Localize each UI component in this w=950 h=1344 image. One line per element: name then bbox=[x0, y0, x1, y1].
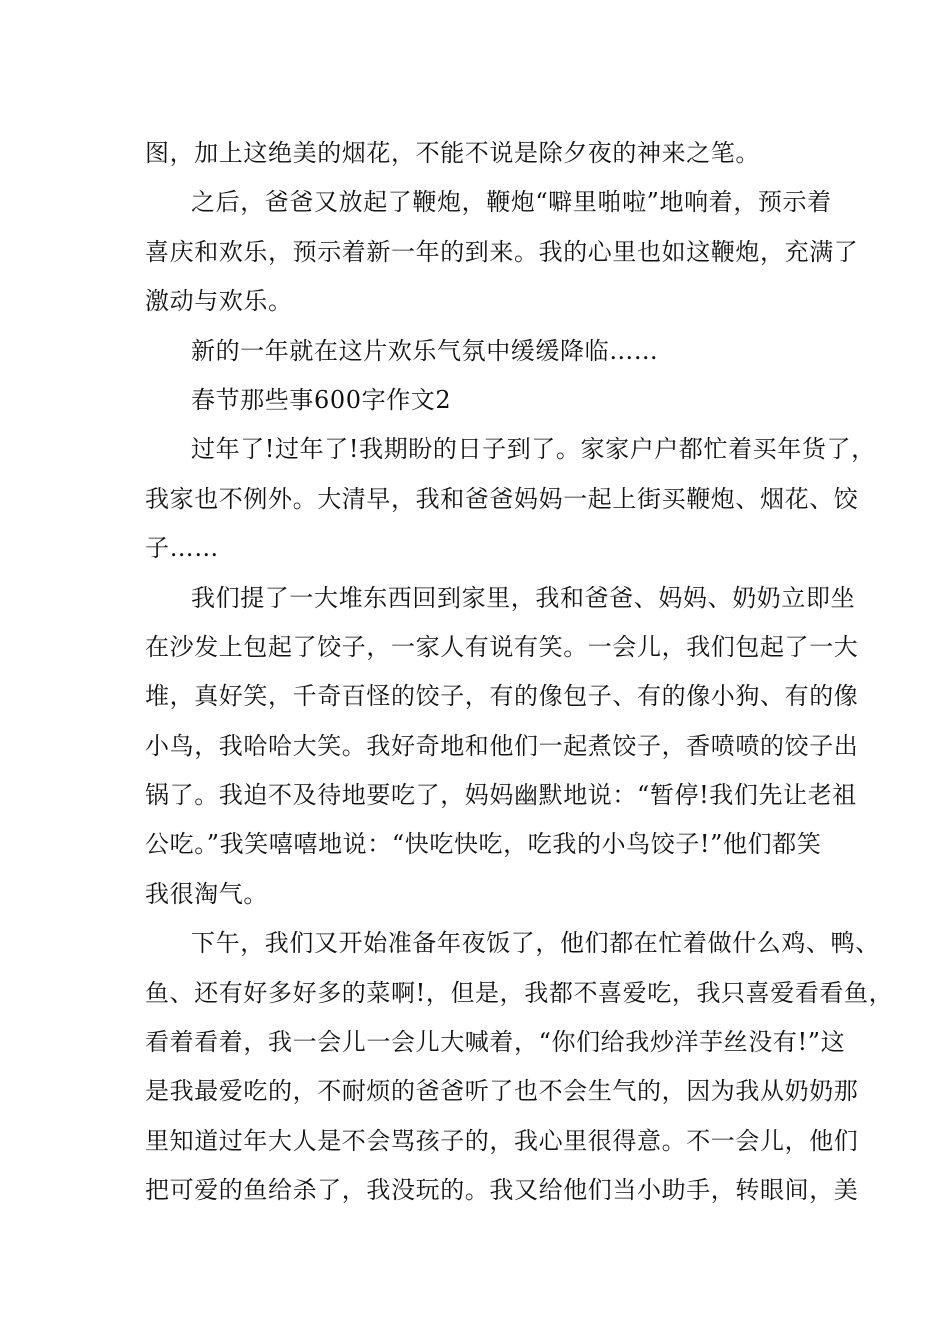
document-body bbox=[145, 129, 894, 1216]
text-line: 我们提了一大堆东西回到家里，我和爸爸、妈妈、奶奶立即坐 bbox=[191, 583, 856, 612]
text-line: 鱼、还有好多好多的菜啊!，但是，我都不喜爱吃，我只喜爱看看鱼， bbox=[145, 978, 894, 1007]
text-line: 小鸟，我哈哈大笑。我好奇地和他们一起煮饺子，香喷喷的饺子出 bbox=[145, 731, 859, 760]
text-line: 是我最爱吃的，不耐烦的爸爸听了也不会生气的，因为我从奶奶那 bbox=[145, 1077, 859, 1106]
text-line: 之后，爸爸又放起了鞭炮，鞭炮“噼里啪啦”地响着，预示着 bbox=[191, 188, 832, 217]
text-line: 锅了。我迫不及待地要吃了，妈妈幽默地说：“暂停!我们先让老祖 bbox=[145, 781, 857, 810]
text-line: 看着看着，我一会儿一会儿大喊着，“你们给我炒洋芋丝没有!”这 bbox=[145, 1028, 846, 1057]
text-line: 激动与欢乐。 bbox=[145, 287, 293, 316]
text-line: 子…… bbox=[145, 534, 219, 563]
text-line: 图，加上这绝美的烟花，不能不说是除夕夜的神来之笔。 bbox=[145, 139, 760, 167]
text-line: 在沙发上包起了饺子，一家人有说有笑。一会儿，我们包起了一大 bbox=[145, 632, 859, 661]
text-line: 堆，真好笑，千奇百怪的饺子，有的像包子、有的像小狗、有的像 bbox=[145, 682, 859, 711]
section-title: 春节那些事600字作文2 bbox=[191, 385, 452, 414]
text-line: 下午，我们又开始准备年夜饭了，他们都在忙着做什么鸡、鸭、 bbox=[191, 929, 880, 958]
text-line: 新的一年就在这片欢乐气氛中缓缓降临…… bbox=[191, 336, 659, 365]
text-line: 里知道过年大人是不会骂孩子的，我心里很得意。不一会儿，他们 bbox=[145, 1126, 859, 1155]
text-line: 喜庆和欢乐，预示着新一年的到来。我的心里也如这鞭炮，充满了 bbox=[145, 237, 859, 266]
text-line: 我家也不例外。大清早，我和爸爸妈妈一起上街买鞭炮、烟花、饺 bbox=[145, 484, 859, 513]
text-line: 把可爱的鱼给杀了，我没玩的。我又给他们当小助手，转眼间，美 bbox=[145, 1176, 859, 1205]
text-line: 公吃。”我笑嘻嘻地说：“快吃快吃，吃我的小鸟饺子!”他们都笑 bbox=[145, 830, 822, 859]
text-line: 我很淘气。 bbox=[145, 879, 268, 908]
text-line: 过年了!过年了!我期盼的日子到了。家家户户都忙着买年货了， bbox=[191, 435, 876, 464]
